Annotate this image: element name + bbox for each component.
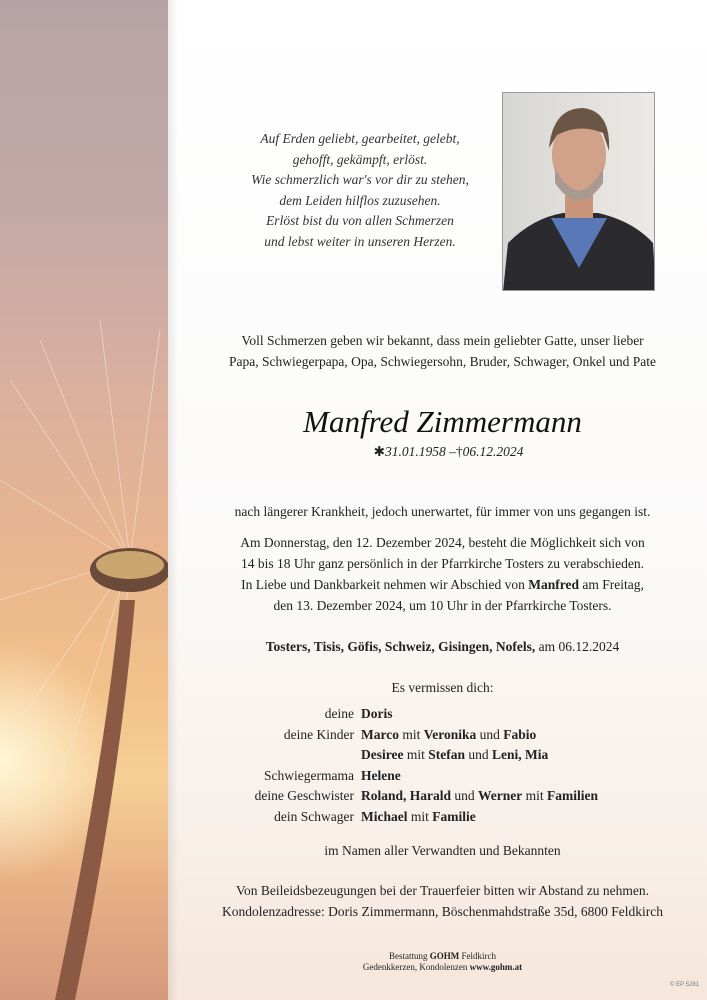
text: und <box>476 726 504 742</box>
person-name: Werner <box>478 788 523 804</box>
birth-star-icon: ✱ <box>373 444 385 459</box>
brand: GOHM <box>429 951 460 961</box>
family-list <box>178 704 707 828</box>
person-name: Leni, Mia <box>492 747 549 763</box>
relation-label: deine Geschwister <box>254 788 354 804</box>
relation-label: deine Kinder <box>283 726 354 742</box>
person-name: Michael <box>361 808 408 824</box>
print-code: © EP 5281 <box>670 982 699 988</box>
death-date: 06.12.2024 <box>462 444 524 459</box>
service-line: Am Donnerstag, den 12. Dezember 2024, besteht die Möglichkeit sich von <box>240 535 645 550</box>
relatives-names <box>361 807 476 828</box>
family-row <box>178 704 707 725</box>
relatives-names <box>361 704 393 725</box>
family-row <box>178 745 707 766</box>
person-name: Marco <box>361 726 399 742</box>
person-name: Veronika <box>423 726 477 742</box>
birth-date: 31.01.1958 – <box>384 444 456 459</box>
relation-label <box>178 745 361 766</box>
family-row <box>178 786 707 807</box>
person-name: Desiree <box>361 747 404 763</box>
service-line: 14 bis 18 Uhr ganz persönlich in der Pfarrkirche Tosters zu verabschieden. <box>241 556 644 571</box>
text: Bestattung <box>389 951 430 961</box>
condolence <box>178 880 707 922</box>
poem-line: Wie schmerzlich war's vor dir zu stehen, <box>251 172 469 188</box>
dandelion-image <box>0 0 168 1000</box>
person-name: Stefan <box>428 747 465 763</box>
relatives-names <box>361 766 401 787</box>
service-line: den 13. Dezember 2024, um 10 Uhr in der Pfarrkirche Tosters. <box>273 598 612 613</box>
intro-line: Papa, Schwiegerpapa, Opa, Schwiegersohn, Bruder, Schwager, Onkel und Pate <box>228 354 657 369</box>
poem-line: gehofft, gekämpft, erlöst. <box>292 151 428 167</box>
family-row <box>178 725 707 746</box>
poem-line: Erlöst bist du von allen Schmerzen <box>266 213 454 229</box>
date: am 06.12.2024 <box>535 639 620 654</box>
website-link[interactable]: www.gohm.at <box>469 962 523 972</box>
text: In Liebe und Dankbarkeit nehmen wir Abschied von <box>241 577 529 592</box>
poem <box>220 129 500 253</box>
deceased-name: Manfred Zimmermann <box>303 404 582 439</box>
text: und <box>465 747 492 763</box>
person-name: Familie <box>432 808 476 824</box>
intro-line: Voll Schmerzen geben wir bekannt, dass mein geliebter Gatte, unser lieber <box>241 333 644 348</box>
relatives-line: im Namen aller Verwandten und Bekannten <box>324 843 561 858</box>
service-info <box>178 532 707 616</box>
cross-icon: † <box>455 444 463 459</box>
family-row <box>178 766 707 787</box>
places: Tosters, Tisis, Göfis, Schweiz, Gisingen, Nofels, <box>265 639 536 654</box>
person-name: Doris <box>361 706 393 721</box>
divider <box>168 0 178 1000</box>
text: mit <box>398 726 424 742</box>
service-line <box>178 574 707 595</box>
family-row <box>178 807 707 828</box>
poem-line: dem Leiden hilflos zuzusehen. <box>279 192 441 208</box>
relation-label: dein Schwager <box>274 808 354 824</box>
poem-line: Auf Erden geliebt, gearbeitet, gelebt, <box>260 131 460 146</box>
first-name: Manfred <box>528 577 580 592</box>
relatives-names <box>361 725 536 746</box>
place-date <box>178 636 707 657</box>
text: und <box>451 788 479 804</box>
miss-heading: Es vermissen dich: <box>391 680 494 695</box>
funeral-home-footer <box>178 951 707 973</box>
person-name: Fabio <box>503 726 537 742</box>
condolence-address: Kondolenzadresse: Doris Zimmermann, Böschenmahdstraße 35d, 6800 Feldkirch <box>222 904 663 919</box>
passing-text: nach längerer Krankheit, jedoch unerwartet, für immer von uns gegangen ist. <box>234 504 651 519</box>
poem-line: und lebst weiter in unseren Herzen. <box>264 233 456 249</box>
condolence-line: Von Beileidsbezeugungen bei der Trauerfeier bitten wir Abstand zu nehmen. <box>236 883 649 898</box>
person-name: Familien <box>547 788 599 804</box>
relatives-names <box>361 745 548 766</box>
text: mit <box>403 747 429 763</box>
person-name: Helene <box>361 767 401 783</box>
text: Gedenkkerzen, Kondolenzen <box>362 962 470 972</box>
person-name: Roland, Harald <box>361 788 452 804</box>
text: Feldkirch <box>459 951 496 961</box>
text: mit <box>522 788 548 804</box>
footer-line <box>178 962 707 973</box>
life-dates <box>178 444 707 460</box>
text: mit <box>407 808 433 824</box>
footer-line <box>178 951 707 962</box>
portrait-photo <box>502 92 655 291</box>
announcement-intro <box>178 330 707 372</box>
relation-label: Schwiegermama <box>264 767 354 783</box>
text: am Freitag, <box>579 577 644 592</box>
relatives-names <box>361 786 598 807</box>
relation-label: deine <box>324 706 354 721</box>
